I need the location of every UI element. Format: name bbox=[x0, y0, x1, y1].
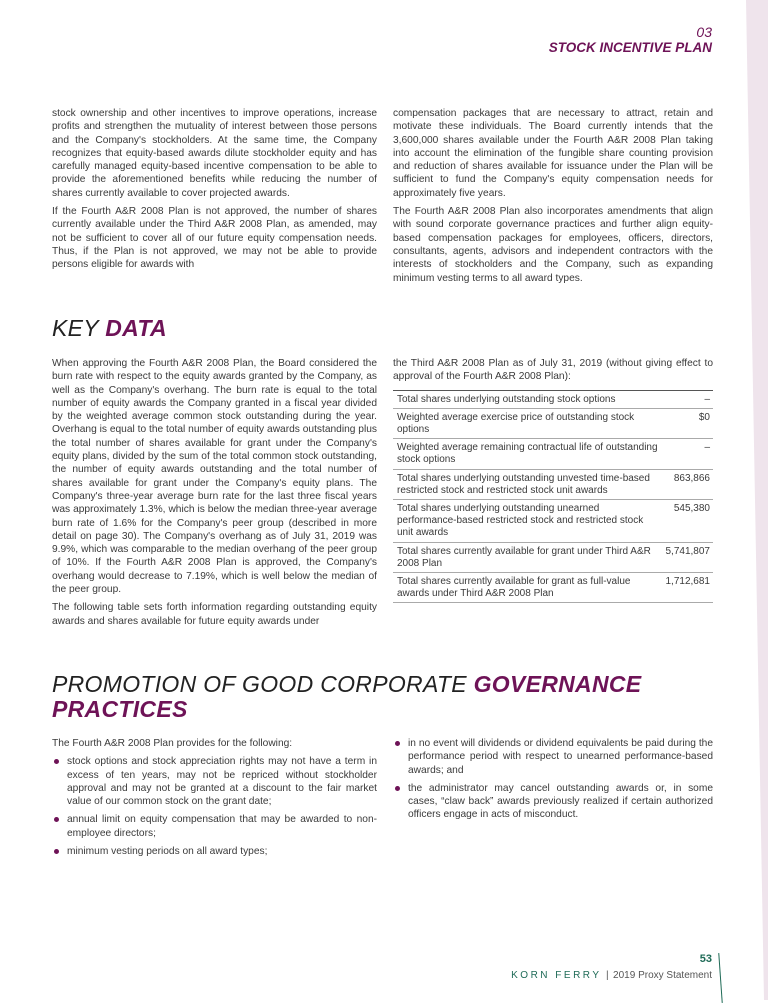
footer-separator: | bbox=[605, 970, 609, 981]
section-title: STOCK INCENTIVE PLAN bbox=[548, 40, 712, 55]
equity-awards-table bbox=[393, 390, 713, 604]
key-data-right-column bbox=[393, 357, 713, 603]
list-item: minimum vesting periods on all award types; bbox=[52, 845, 377, 858]
intro-right-column bbox=[393, 107, 713, 290]
row-label: Weighted average exercise price of outstanding stock options bbox=[393, 408, 662, 438]
row-value: 5,741,807 bbox=[662, 542, 714, 572]
list-item: the administrator may cancel outstanding awards or, in some cases, “claw back” awards previously realized if certain authorized officers engage in acts of misconduct. bbox=[393, 782, 713, 822]
heading-bold: DATA bbox=[105, 315, 167, 341]
section-number: 03 bbox=[696, 24, 712, 40]
paragraph: the Third A&R 2008 Plan as of July 31, 2019 (without giving effect to approval of the Fourth A&R 2008 Plan): bbox=[393, 358, 713, 383]
row-value: 1,712,681 bbox=[662, 573, 714, 603]
paragraph: The following table sets forth information regarding outstanding equity awards and shares available for future equity awards under bbox=[52, 602, 377, 627]
row-value: – bbox=[662, 439, 714, 469]
list-item: annual limit on equity compensation that may be awarded to non-employee directors; bbox=[52, 813, 377, 840]
key-data-left-column bbox=[52, 357, 377, 633]
row-label: Total shares currently available for grant under Third A&R 2008 Plan bbox=[393, 542, 662, 572]
row-label: Total shares underlying outstanding stock options bbox=[393, 390, 662, 408]
row-label: Total shares underlying outstanding unvested time-based restricted stock and restricted stock unit awards bbox=[393, 469, 662, 499]
governance-right-column bbox=[393, 737, 713, 827]
row-value: $0 bbox=[662, 408, 714, 438]
footer-divider bbox=[718, 953, 722, 1003]
heading-light: PROMOTION OF GOOD CORPORATE bbox=[52, 671, 474, 697]
bullet-list bbox=[393, 737, 713, 822]
list-item: in no event will dividends or dividend equivalents be paid during the performance period with respect to unearned performance-based awards; and bbox=[393, 737, 713, 777]
key-data-heading bbox=[52, 316, 167, 340]
table-row bbox=[393, 573, 713, 603]
bullet-list bbox=[52, 755, 377, 858]
page-number: 53 bbox=[699, 953, 712, 965]
paragraph: When approving the Fourth A&R 2008 Plan, the Board considered the burn rate with respect to the equity awards granted by the Company, as well as the Company's overhang. The burn rate is equal to the total number of equity awards the Company granted in a fiscal year divided by the weighted average common stock outstanding during the year. Overhang is equal to the total number of equity awards outstanding plus the total number of shares available for grant under the Company's equity plans, divided by the sum of the total common stock outstanding, the number of equity awards outstanding and the total number of shares available for grant under the Company's equity plans. The Company's three-year average burn rate for the last three fiscal years was approximately 1.3%, which is below the median three-year average burn rate of 1.6% for the Company's peer group (described in more detail on page 30). The Company's overhang as of July 31, 2019 was 9.9%, which was comparable to the median overhang of the peer group of 10%. If the Fourth A&R 2008 Plan is approved, the Company's overhang would decrease to 7.19%, which is well below the median of the peer group. bbox=[52, 358, 377, 596]
row-value: – bbox=[662, 390, 714, 408]
row-value: 545,380 bbox=[662, 500, 714, 543]
decorative-band bbox=[708, 0, 768, 1000]
paragraph: If the Fourth A&R 2008 Plan is not approved, the number of shares currently available under the Third A&R 2008 Plan, as amended, may not be sufficient to cover all of our future equity compensation needs. Thus, if the Plan is not approved, we may not be able to provide persons eligible for awards with bbox=[52, 206, 377, 271]
document-title: 2019 Proxy Statement bbox=[613, 970, 712, 981]
paragraph: stock ownership and other incentives to improve operations, increase profits and strengthen the mutuality of interest between those persons and the Company's stockholders. At the same time, the Company recognizes that equity-based awards dilute stockholder equity and has carefully managed equity-based incentive compensation to be able to provide the aforementioned benefits while reducing the number of shares currently available to cover projected awards. bbox=[52, 108, 377, 199]
footer bbox=[511, 953, 712, 983]
table-row bbox=[393, 542, 713, 572]
list-item: stock options and stock appreciation rights may not have a term in excess of ten years, may not be repriced without stockholder approval and may not be granted at a discount to the fair market value of our common stock on the grant date; bbox=[52, 755, 377, 808]
row-label: Total shares underlying outstanding unearned performance-based restricted stock and restricted stock unit awards bbox=[393, 500, 662, 543]
row-label: Total shares currently available for grant as full-value awards under Third A&R 2008 Plan bbox=[393, 573, 662, 603]
table-row bbox=[393, 439, 713, 469]
brand-logo: KORN FERRY bbox=[511, 970, 602, 981]
intro-left-column bbox=[52, 107, 377, 277]
governance-left-column bbox=[52, 737, 377, 863]
row-label: Weighted average remaining contractual life of outstanding stock options bbox=[393, 439, 662, 469]
table-row bbox=[393, 500, 713, 543]
paragraph: The Fourth A&R 2008 Plan also incorporates amendments that align with sound corporate governance practices and further align equity-based compensation packages for employees, officers, directors, consultants, agents, advisors and independent contractors with the interests of stockholders and the Company, such as expanding minimum vesting terms to all award types. bbox=[393, 206, 713, 284]
table-row bbox=[393, 469, 713, 499]
heading-light: KEY bbox=[52, 315, 106, 341]
paragraph: compensation packages that are necessary to attract, retain and motivate these individuals. The Board currently intends that the 3,600,000 shares available under the Fourth A&R 2008 Plan taking into account the elimination of the fungible share counting provision and reduction of shares available for issuance under the Plan will be sufficient to fund the Company's equity compensation needs for approximately five years. bbox=[393, 108, 713, 199]
row-value: 863,866 bbox=[662, 469, 714, 499]
heading-bold: PRACTICES bbox=[52, 696, 188, 722]
heading-bold: GOVERNANCE bbox=[473, 671, 642, 697]
governance-heading bbox=[52, 672, 641, 722]
table-row bbox=[393, 408, 713, 438]
paragraph: The Fourth A&R 2008 Plan provides for the following: bbox=[52, 738, 293, 749]
table-row bbox=[393, 390, 713, 408]
section-header bbox=[549, 24, 712, 56]
